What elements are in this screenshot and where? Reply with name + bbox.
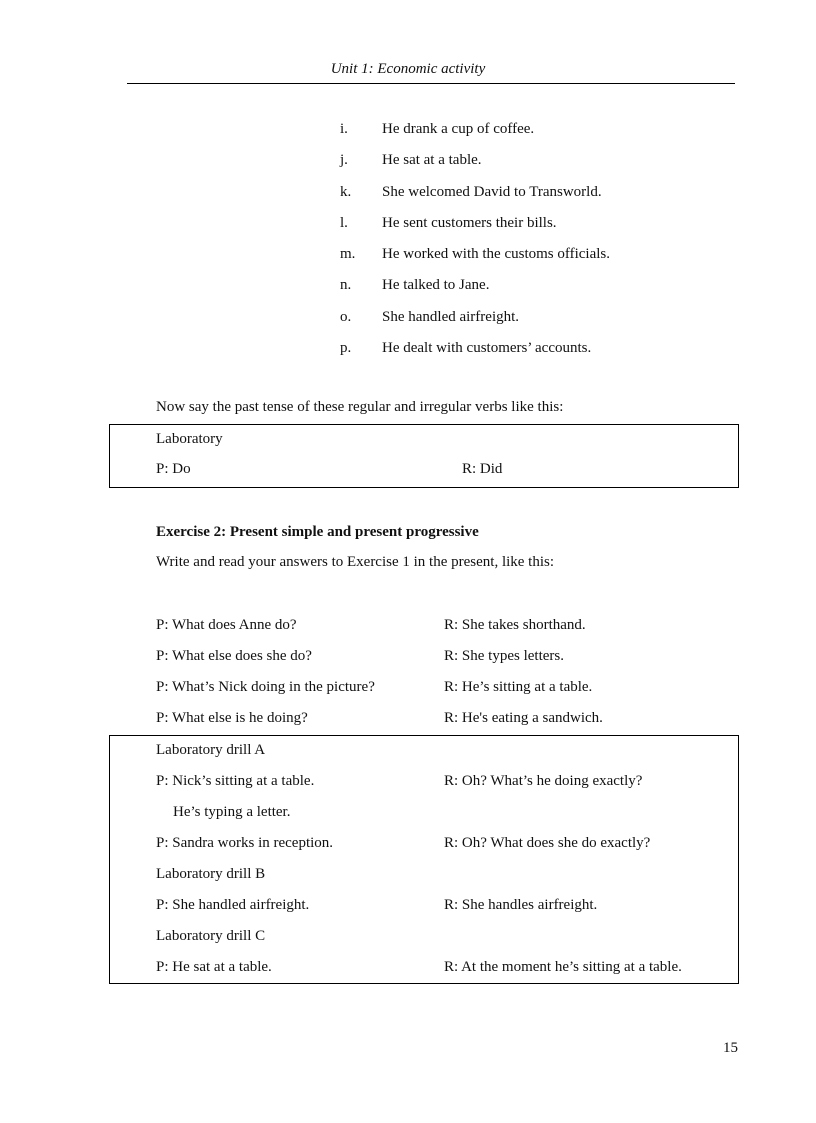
laboratory-response: R: Did xyxy=(462,461,503,477)
instruction-past-tense: Now say the past tense of these regular and irregular verbs like this: xyxy=(156,399,564,415)
list-item xyxy=(340,338,760,369)
list-letter: m. xyxy=(340,246,356,263)
list-text: She handled airfreight. xyxy=(382,308,520,325)
drill-a-prompt-1-continued: He’s typing a letter. xyxy=(173,804,291,820)
exercise-2-instruction: Write and read your answers to Exercise 1 in the present, like this: xyxy=(156,554,555,570)
drill-a-response-1: R: Oh? What’s he doing exactly? xyxy=(444,773,643,789)
drill-c-response: R: At the moment he’s sitting at a table. xyxy=(444,959,682,975)
laboratory-drills-box xyxy=(109,735,739,984)
list-item xyxy=(340,307,760,338)
drill-a-prompt-1: P: Nick’s sitting at a table. xyxy=(156,773,315,789)
drill-a-title: Laboratory drill A xyxy=(156,742,266,758)
header-rule xyxy=(127,83,735,84)
list-letter: l. xyxy=(340,214,348,231)
drill-c-title: Laboratory drill C xyxy=(156,928,266,944)
answer-list xyxy=(340,119,760,369)
list-letter: j. xyxy=(340,152,348,169)
drill-c-prompt: P: He sat at a table. xyxy=(156,959,272,975)
list-letter: k. xyxy=(340,183,352,200)
list-text: He sent customers their bills. xyxy=(382,214,557,231)
laboratory-title: Laboratory xyxy=(156,431,223,447)
list-item xyxy=(340,244,760,275)
list-letter: o. xyxy=(340,308,352,325)
list-item xyxy=(340,213,760,244)
list-text: He sat at a table. xyxy=(382,152,482,169)
example-prompt: P: What does Anne do? xyxy=(156,617,297,633)
example-response: R: She takes shorthand. xyxy=(444,617,586,633)
drill-b-prompt: P: She handled airfreight. xyxy=(156,897,310,913)
exercise-2-heading: Exercise 2: Present simple and present progressive xyxy=(156,524,479,540)
example-prompt: P: What else does she do? xyxy=(156,648,312,664)
list-text: He talked to Jane. xyxy=(382,277,490,294)
list-text: He worked with the customs officials. xyxy=(382,246,611,263)
laboratory-box xyxy=(109,424,739,488)
laboratory-prompt: P: Do xyxy=(156,461,191,477)
list-text: He drank a cup of coffee. xyxy=(382,121,535,137)
drill-b-title: Laboratory drill B xyxy=(156,866,266,882)
list-text: She welcomed David to Transworld. xyxy=(382,183,602,200)
list-letter: n. xyxy=(340,277,352,294)
page-number: 15 xyxy=(723,1040,738,1056)
example-response: R: He's eating a sandwich. xyxy=(444,710,603,726)
list-item xyxy=(340,182,760,213)
example-prompt: P: What’s Nick doing in the picture? xyxy=(156,679,375,695)
drill-a-prompt-2: P: Sandra works in reception. xyxy=(156,835,334,851)
running-header: Unit 1: Economic activity xyxy=(330,61,486,77)
list-letter: p. xyxy=(340,340,352,357)
drill-a-response-2: R: Oh? What does she do exactly? xyxy=(444,835,651,851)
example-response: R: He’s sitting at a table. xyxy=(444,679,593,695)
list-item xyxy=(340,119,760,150)
drill-b-response: R: She handles airfreight. xyxy=(444,897,598,913)
list-item xyxy=(340,275,760,306)
list-text: He dealt with customers’ accounts. xyxy=(382,340,592,357)
example-prompt: P: What else is he doing? xyxy=(156,710,308,726)
list-item xyxy=(340,150,760,181)
example-response: R: She types letters. xyxy=(444,648,564,664)
list-letter: i. xyxy=(340,121,348,137)
